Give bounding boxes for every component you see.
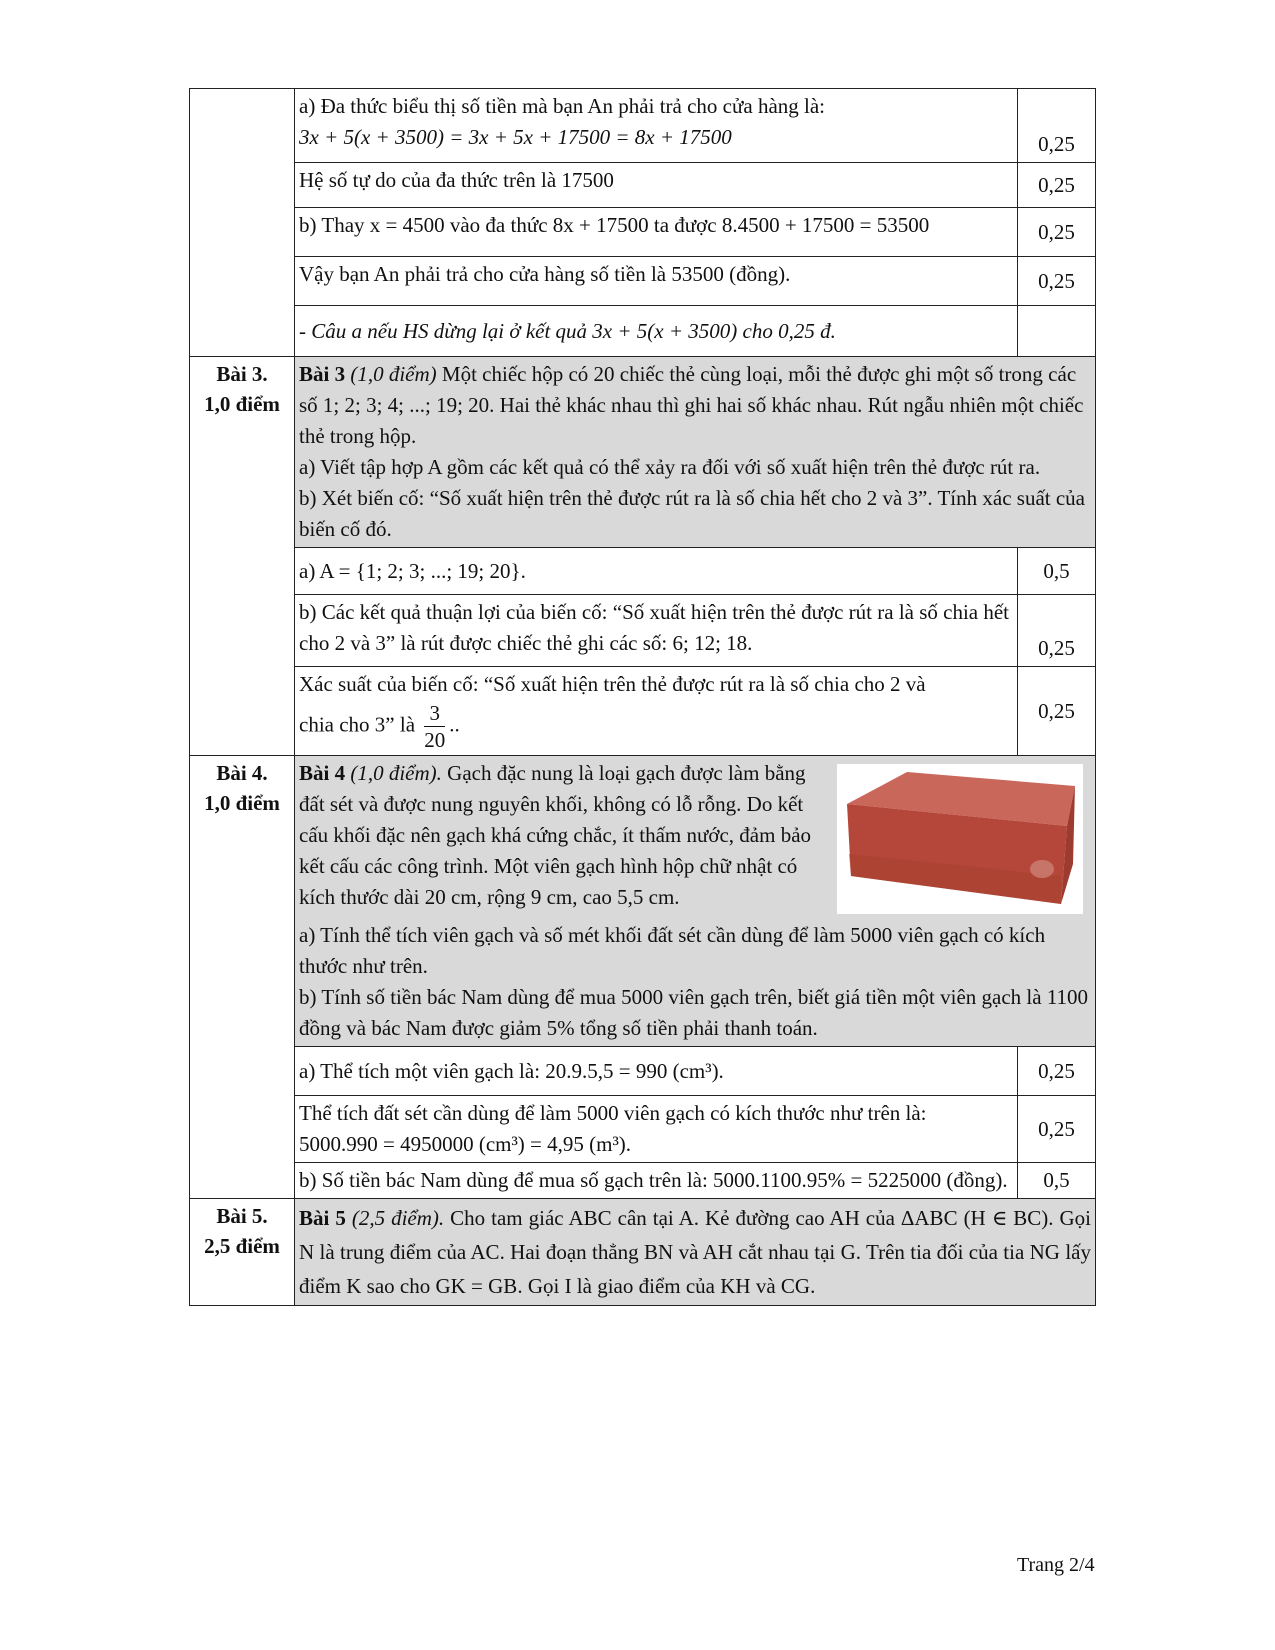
score: 0,25 — [1018, 1047, 1096, 1096]
bai4-question — [295, 756, 1096, 1047]
bai3-ans-b2 — [295, 667, 1018, 756]
score: 0,5 — [1018, 548, 1096, 595]
bai4-q-a: a) Tính thể tích viên gạch và số mét khối đất sét cần dùng để làm 5000 viên gạch có kích thước như trên. — [299, 923, 1046, 978]
bai3-q-text: Một chiếc hộp có 20 chiếc thẻ cùng loại, mỗi thẻ được ghi một số trong các số 1; 2; 3; 4; ...; 19; 20. Hai thẻ khác nhau thì ghi hai số khác nhau. Rút ngẫu nhiên một chiếc thẻ trong hộp. — [299, 362, 1084, 448]
bai4-ans-a2-line2: 5000.990 = 4950000 (cm³) = 4,95 (m³). — [299, 1132, 631, 1156]
bai5-points: 2,5 điểm — [204, 1234, 280, 1258]
bai4-q-text: Gạch đặc nung là loại gạch được làm bằng đất sét và được nung nguyên khối, không có lỗ rỗng. Do kết cấu khối đặc nên gạch khá cứng chắc, ít thấm nước, đảm bảo kết cấu các công trình. Một viên gạch hình hộp chữ nhật có kích thước dài 20 cm, rộng 9 cm, cao 5,5 cm. — [299, 761, 812, 909]
fraction-numerator: 3 — [424, 700, 445, 727]
row-bai4-ans-a — [190, 1047, 1096, 1096]
score: 0,5 — [1018, 1163, 1096, 1199]
bai4-ans-a2 — [295, 1096, 1018, 1163]
bai3-question — [295, 357, 1096, 548]
row-bai3-ans-b1 — [190, 595, 1096, 667]
bai3-label: Bài 3. — [216, 362, 268, 386]
probability-fraction — [424, 700, 445, 753]
row-b2-b — [190, 208, 1096, 257]
bai3-q-title: Bài 3 — [299, 362, 346, 386]
bai4-ans-b: b) Số tiền bác Nam dùng để mua số gạch trên là: 5000.1100.95% = 5225000 (đồng). — [295, 1163, 1018, 1199]
fraction-denominator: 20 — [424, 728, 446, 752]
b2-conclusion: Vậy bạn An phải trả cho cửa hàng số tiền là 53500 (đồng). — [295, 257, 1018, 306]
score: 0,25 — [1018, 595, 1096, 667]
bai3-label-cell — [190, 357, 295, 756]
row-bai3-ans-b2 — [190, 667, 1096, 756]
bai3-ans-b2-line1: Xác suất của biến cố: “Số xuất hiện trên thẻ được rút ra là số chia cho 2 và — [299, 672, 926, 696]
b2-a-line1: a) Đa thức biểu thị số tiền mà bạn An phải trả cho cửa hàng là: — [299, 94, 826, 118]
b2-a-line2: 3x + 5(x + 3500) = 3x + 5x + 17500 = 8x + 17500 — [299, 125, 732, 149]
bai3-ans-b1: b) Các kết quả thuận lợi của biến cố: “Số xuất hiện trên thẻ được rút ra là số chia hết cho 2 và 3” là rút được chiếc thẻ ghi các số: 6; 12; 18. — [295, 595, 1018, 667]
bai3-q-points: (1,0 điểm) — [350, 362, 437, 386]
row-bai3-ans-a — [190, 548, 1096, 595]
score: 0,25 — [1018, 163, 1096, 208]
brick-image — [837, 764, 1083, 914]
page-number: Trang 2/4 — [1017, 1554, 1095, 1576]
bai5-q-text: Cho tam giác ABC cân tại A. Kẻ đường cao AH của ΔABC (H ∈ BC). Gọi N là trung điểm của AC. Hai đoạn thẳng BN và AH cắt nhau tại G. Trên tia đối của tia NG lấy điểm K sao cho GK = GB. Gọi I là giao điểm của KH và CG. — [299, 1206, 1092, 1298]
bai3-ans-b2-tail: .. — [449, 712, 460, 737]
bai4-q-points: (1,0 điểm). — [350, 761, 442, 785]
score-empty — [1018, 306, 1096, 357]
row-bai4-ans-a2 — [190, 1096, 1096, 1163]
b2-b-line: b) Thay x = 4500 vào đa thức 8x + 17500 ta được 8.4500 + 17500 = 53500 — [295, 208, 1018, 257]
b2-free-term: Hệ số tự do của đa thức trên là 17500 — [295, 163, 1018, 208]
answer-table — [189, 88, 1096, 1306]
row-bai4-question — [190, 756, 1096, 1047]
bai3-q-a: a) Viết tập hợp A gồm các kết quả có thể xảy ra đối với số xuất hiện trên thẻ được rút ra. — [299, 455, 1041, 479]
bai3-ans-a: a) A = {1; 2; 3; ...; 19; 20}. — [295, 548, 1018, 595]
row-b2-a — [190, 89, 1096, 163]
b2-a-cell — [295, 89, 1018, 163]
score: 0,25 — [1018, 208, 1096, 257]
bai4-q-title: Bài 4 — [299, 761, 346, 785]
row-bai3-question — [190, 357, 1096, 548]
score: 0,25 — [1018, 257, 1096, 306]
bai5-q-points: (2,5 điểm). — [351, 1206, 445, 1230]
bai4-q-b: b) Tính số tiền bác Nam dùng để mua 5000 viên gạch trên, biết giá tiền một viên gạch là 1100 đồng và bác Nam được giảm 5% tổng số tiền phải thanh toán. — [299, 985, 1089, 1040]
bai5-q-title: Bài 5 — [299, 1206, 346, 1230]
bai5-label: Bài 5. — [216, 1204, 268, 1228]
row-bai5-question — [190, 1199, 1096, 1306]
score: 0,25 — [1018, 667, 1096, 756]
bai5-label-cell — [190, 1199, 295, 1306]
bai5-question — [295, 1199, 1096, 1306]
score: 0,25 — [1018, 1096, 1096, 1163]
bai3-q-b: b) Xét biến cố: “Số xuất hiện trên thẻ được rút ra là số chia hết cho 2 và 3”. Tính xác suất của biến cố đó. — [299, 486, 1086, 541]
bai4-label: Bài 4. — [216, 761, 268, 785]
row-label-empty — [190, 89, 295, 357]
bai4-label-cell — [190, 756, 295, 1199]
row-b2-free — [190, 163, 1096, 208]
bai3-ans-b2-line2: chia cho 3” là — [299, 712, 416, 737]
bai4-ans-a2-line1: Thể tích đất sét cần dùng để làm 5000 viên gạch có kích thước như trên là: — [299, 1101, 927, 1125]
row-bai4-ans-b — [190, 1163, 1096, 1199]
bai3-points: 1,0 điểm — [204, 392, 280, 416]
b2-note: - Câu a nếu HS dừng lại ở kết quả 3x + 5(x + 3500) cho 0,25 đ. — [295, 306, 1018, 357]
bai4-ans-a: a) Thể tích một viên gạch là: 20.9.5,5 = 990 (cm³). — [295, 1047, 1018, 1096]
row-b2-conclusion — [190, 257, 1096, 306]
bai4-points: 1,0 điểm — [204, 791, 280, 815]
row-b2-note — [190, 306, 1096, 357]
score: 0,25 — [1018, 89, 1096, 163]
